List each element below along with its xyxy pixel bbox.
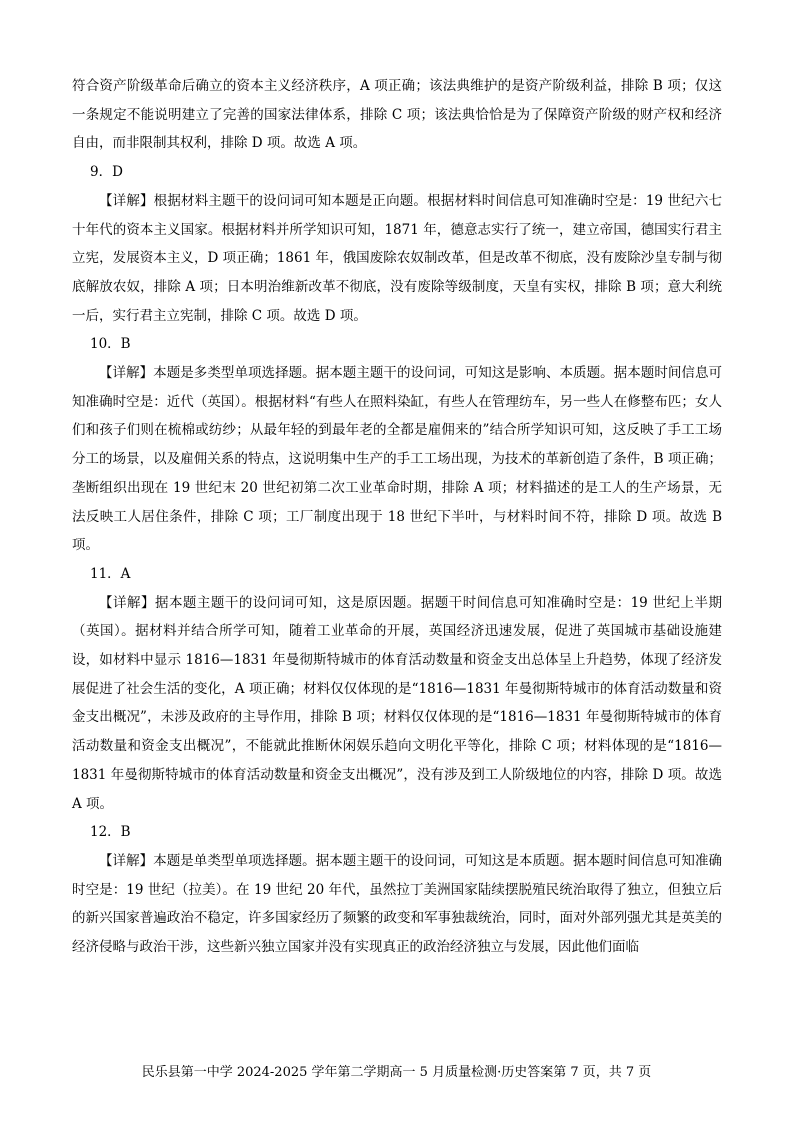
paragraph-q10-explanation: 【详解】本题是多类型单项选择题。据本题主题干的设问词，可知这是影响、本质题。据本题时间信息可知准确时空是：近代（英国）。根据材料“有些人在照料染缸，有些人在管理纺车，另一些人在修整布匹；女人们和孩子们则在梳棉或纺纱；从最年轻的到最年老的全都是雇佣来的”结合所学知识可知，这反映了手工工场分工的场景，以及雇佣关系的特点，这说明集中生产的手工工场出现，为技术的革新创造了条件，B 项正确；垄断组织出现在 19 世纪末 20 世纪初第二次工业革命时期，排除 A 项；材料描述的是工人的生产场景，无法反映工人居住条件，排除 C 项；工厂制度出现于 18 世纪下半叶，与材料时间不符，排除 D 项。故选 B 项。 [72, 365, 722, 554]
paragraph-q11-explanation: 【详解】据本题主题干的设问词可知，这是原因题。据题干时间信息可知准确时空是：19 世纪上半期（英国）。据材料并结合所学可知，随着工业革命的开展，英国经济迅速发展，促进了英国城市基础设施建设，如材料中显示 1816—1831 年曼彻斯特城市的体育活动数量和资金支出总体呈上升趋势，体现了经济发展促进了社会生活的变化，A 项正确；材料仅仅体现的是“1816—1831 年曼彻斯特城市的体育活动数量和资金支出概况”，未涉及政府的主导作用，排除 B 项；材料仅仅体现的是“1816—1831 年曼彻斯特城市的体育活动数量和资金支出概况”，不能就此推断休闲娱乐趋向文明化平等化，排除 C 项；材料体现的是“1816—1831 年曼彻斯特城市的体育活动数量和资金支出概况”，没有涉及到工人阶级地位的内容，排除 D 项。故选 A 项。 [72, 594, 722, 812]
answer-number-11: 11．A [90, 565, 131, 582]
answer-number-9: 9．D [90, 164, 123, 181]
answer-number-12: 12．B [90, 824, 131, 841]
paragraph-q9-explanation: 【详解】根据材料主题干的设问词可知本题是正向题。根据材料时间信息可知准确时空是：19 世纪六七十年代的资本主义国家。根据材料并所学知识可知，1871 年，德意志实行了统一，建立帝国，德国实行君主立宪，发展资本主义，D 项正确；1861 年，俄国废除农奴制改革，但是改革不彻底，没有废除沙皇专制与彻底解放农奴，排除 A 项；日本明治维新改革不彻底，没有废除等级制度，天皇有实权，排除 B 项；意大利统一后，实行君主立宪制，排除 C 项。故选 D 项。 [72, 192, 722, 324]
page-footer: 民乐县第一中学 2024-2025 学年第二学期高一 5 月质量检测·历史答案第 7 页，共 7 页 [141, 1065, 652, 1080]
paragraph-q8-continued: 符合资产阶级革命后确立的资本主义经济秩序，A 项正确；该法典维护的是资产阶级利益，排除 B 项；仅这一条规定不能说明建立了完善的国家法律体系，排除 C 项；该法典恰恰是为了保障资产阶级的财产权和经济自由，而非限制其权利，排除 D 项。故选 A 项。 [72, 78, 722, 152]
answer-content [72, 72, 722, 962]
answer-number-10: 10．B [90, 336, 131, 353]
paragraph-q12-explanation: 【详解】本题是单类型单项选择题。据本题主题干的设问词，可知这是本质题。据本题时间信息可知准确时空是：19 世纪（拉美）。在 19 世纪 20 年代，虽然拉丁美洲国家陆续摆脱殖民统治取得了独立，但独立后的新兴国家普遍政治不稳定，许多国家经历了频繁的政变和军事独裁统治，同时，面对外部列强尤其是英美的经济侵略与政治干涉，这些新兴独立国家并没有实现真正的政治经济独立与发展，因此他们面临 [72, 852, 722, 956]
